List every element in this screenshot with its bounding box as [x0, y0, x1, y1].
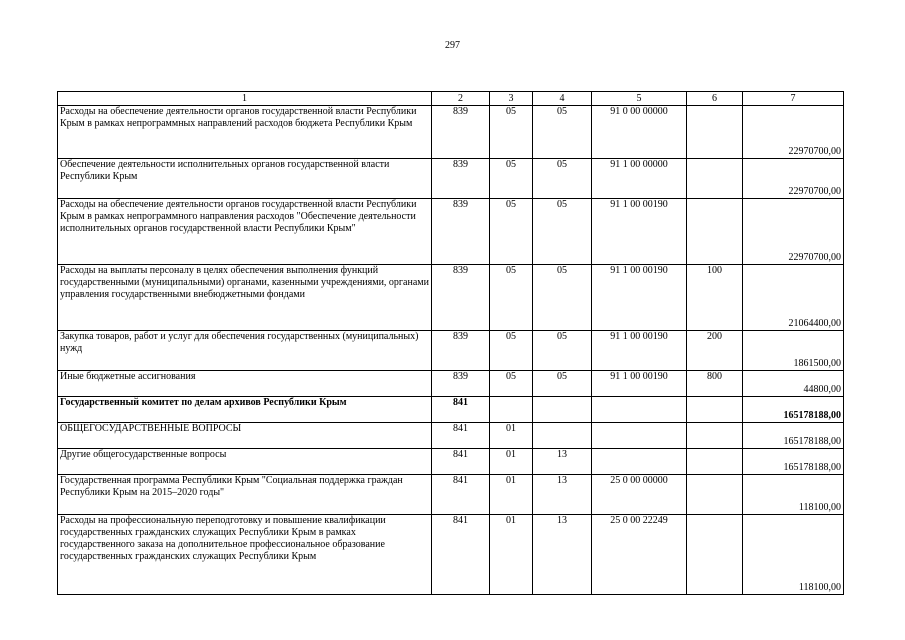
table-header-row: [58, 92, 844, 106]
row-target-cell: 91 1 00 00190: [592, 331, 687, 371]
row-name-cell: Закупка товаров, работ и услуг для обеспечения государственных (муниципальных) нужд: [58, 331, 432, 371]
row-type-cell: [687, 449, 743, 475]
row-subsection-cell: 05: [533, 159, 592, 199]
row-name-cell: Другие общегосударственные вопросы: [58, 449, 432, 475]
row-section-cell: 01: [490, 449, 533, 475]
table-row: [58, 331, 844, 371]
row-type-cell: [687, 159, 743, 199]
row-sum-cell: 165178188,00: [743, 449, 844, 475]
row-name-cell: Государственный комитет по делам архивов Республики Крым: [58, 397, 432, 423]
row-code-cell: 839: [432, 265, 490, 331]
row-section-cell: 05: [490, 371, 533, 397]
row-section-cell: [490, 397, 533, 423]
row-type-cell: [687, 106, 743, 159]
row-name-cell: ОБЩЕГОСУДАРСТВЕННЫЕ ВОПРОСЫ: [58, 423, 432, 449]
row-target-cell: [592, 423, 687, 449]
row-target-cell: 91 1 00 00000: [592, 159, 687, 199]
header-cell: 6: [687, 92, 743, 106]
row-section-cell: 05: [490, 106, 533, 159]
row-code-cell: 841: [432, 397, 490, 423]
header-cell: 5: [592, 92, 687, 106]
row-sum-cell: 44800,00: [743, 371, 844, 397]
table-row: [58, 423, 844, 449]
row-type-cell: [687, 515, 743, 595]
row-section-cell: 05: [490, 159, 533, 199]
row-type-cell: [687, 397, 743, 423]
row-target-cell: 25 0 00 00000: [592, 475, 687, 515]
table-row: [58, 397, 844, 423]
row-sum-cell: 165178188,00: [743, 423, 844, 449]
row-code-cell: 841: [432, 449, 490, 475]
header-cell: 3: [490, 92, 533, 106]
row-code-cell: 839: [432, 371, 490, 397]
row-type-cell: 200: [687, 331, 743, 371]
table-row: [58, 199, 844, 265]
table-row: [58, 475, 844, 515]
row-target-cell: [592, 449, 687, 475]
row-sum-cell: 1861500,00: [743, 331, 844, 371]
row-section-cell: 05: [490, 199, 533, 265]
row-subsection-cell: [533, 397, 592, 423]
row-target-cell: 25 0 00 22249: [592, 515, 687, 595]
row-type-cell: 100: [687, 265, 743, 331]
row-subsection-cell: 05: [533, 331, 592, 371]
row-subsection-cell: 13: [533, 515, 592, 595]
row-section-cell: 05: [490, 331, 533, 371]
row-code-cell: 839: [432, 199, 490, 265]
row-code-cell: 839: [432, 106, 490, 159]
row-subsection-cell: 05: [533, 199, 592, 265]
row-target-cell: 91 1 00 00190: [592, 199, 687, 265]
row-sum-cell: 118100,00: [743, 515, 844, 595]
row-code-cell: 839: [432, 331, 490, 371]
row-code-cell: 841: [432, 515, 490, 595]
row-target-cell: 91 1 00 00190: [592, 371, 687, 397]
row-name-cell: Расходы на обеспечение деятельности органов государственной власти Республики Крым в рамках непрограммного направления расходов "Обеспечение деятельности исполнительных органов государственной власти Республики Крым": [58, 199, 432, 265]
row-target-cell: [592, 397, 687, 423]
row-name-cell: Расходы на профессиональную переподготовку и повышение квалификации государственных гражданских служащих Республики Крым в рамках государственного заказа на дополнительное профессиональное образование государственных гражданских служащих Республики Крым: [58, 515, 432, 595]
budget-table: [57, 91, 844, 595]
row-name-cell: Расходы на выплаты персоналу в целях обеспечения выполнения функций государственными (муниципальными) органами, казенными учреждениями, органами управления государственными внебюджетными фондами: [58, 265, 432, 331]
row-name-cell: Обеспечение деятельности исполнительных органов государственной власти Республики Крым: [58, 159, 432, 199]
table-row: [58, 106, 844, 159]
row-section-cell: 01: [490, 423, 533, 449]
row-type-cell: [687, 199, 743, 265]
row-name-cell: Иные бюджетные ассигнования: [58, 371, 432, 397]
row-sum-cell: 22970700,00: [743, 106, 844, 159]
header-cell: 4: [533, 92, 592, 106]
row-target-cell: 91 0 00 00000: [592, 106, 687, 159]
header-cell: 2: [432, 92, 490, 106]
row-subsection-cell: 05: [533, 265, 592, 331]
row-sum-cell: 21064400,00: [743, 265, 844, 331]
row-subsection-cell: 13: [533, 449, 592, 475]
page-number: 297: [445, 40, 460, 51]
row-subsection-cell: [533, 423, 592, 449]
row-code-cell: 841: [432, 475, 490, 515]
row-sum-cell: 118100,00: [743, 475, 844, 515]
row-code-cell: 839: [432, 159, 490, 199]
row-section-cell: 01: [490, 515, 533, 595]
row-type-cell: 800: [687, 371, 743, 397]
row-sum-cell: 22970700,00: [743, 199, 844, 265]
table-row: [58, 265, 844, 331]
row-target-cell: 91 1 00 00190: [592, 265, 687, 331]
row-code-cell: 841: [432, 423, 490, 449]
row-subsection-cell: 13: [533, 475, 592, 515]
row-sum-cell: 165178188,00: [743, 397, 844, 423]
table-row: [58, 449, 844, 475]
row-name-cell: Расходы на обеспечение деятельности органов государственной власти Республики Крым в рамках непрограммных направлений расходов бюджета Республики Крым: [58, 106, 432, 159]
row-type-cell: [687, 475, 743, 515]
row-subsection-cell: 05: [533, 106, 592, 159]
header-cell: 1: [58, 92, 432, 106]
row-section-cell: 01: [490, 475, 533, 515]
row-subsection-cell: 05: [533, 371, 592, 397]
row-section-cell: 05: [490, 265, 533, 331]
table-row: [58, 159, 844, 199]
row-name-cell: Государственная программа Республики Крым "Социальная поддержка граждан Республики Крым на 2015–2020 годы": [58, 475, 432, 515]
table-row: [58, 515, 844, 595]
table-row: [58, 371, 844, 397]
row-type-cell: [687, 423, 743, 449]
row-sum-cell: 22970700,00: [743, 159, 844, 199]
header-cell: 7: [743, 92, 844, 106]
